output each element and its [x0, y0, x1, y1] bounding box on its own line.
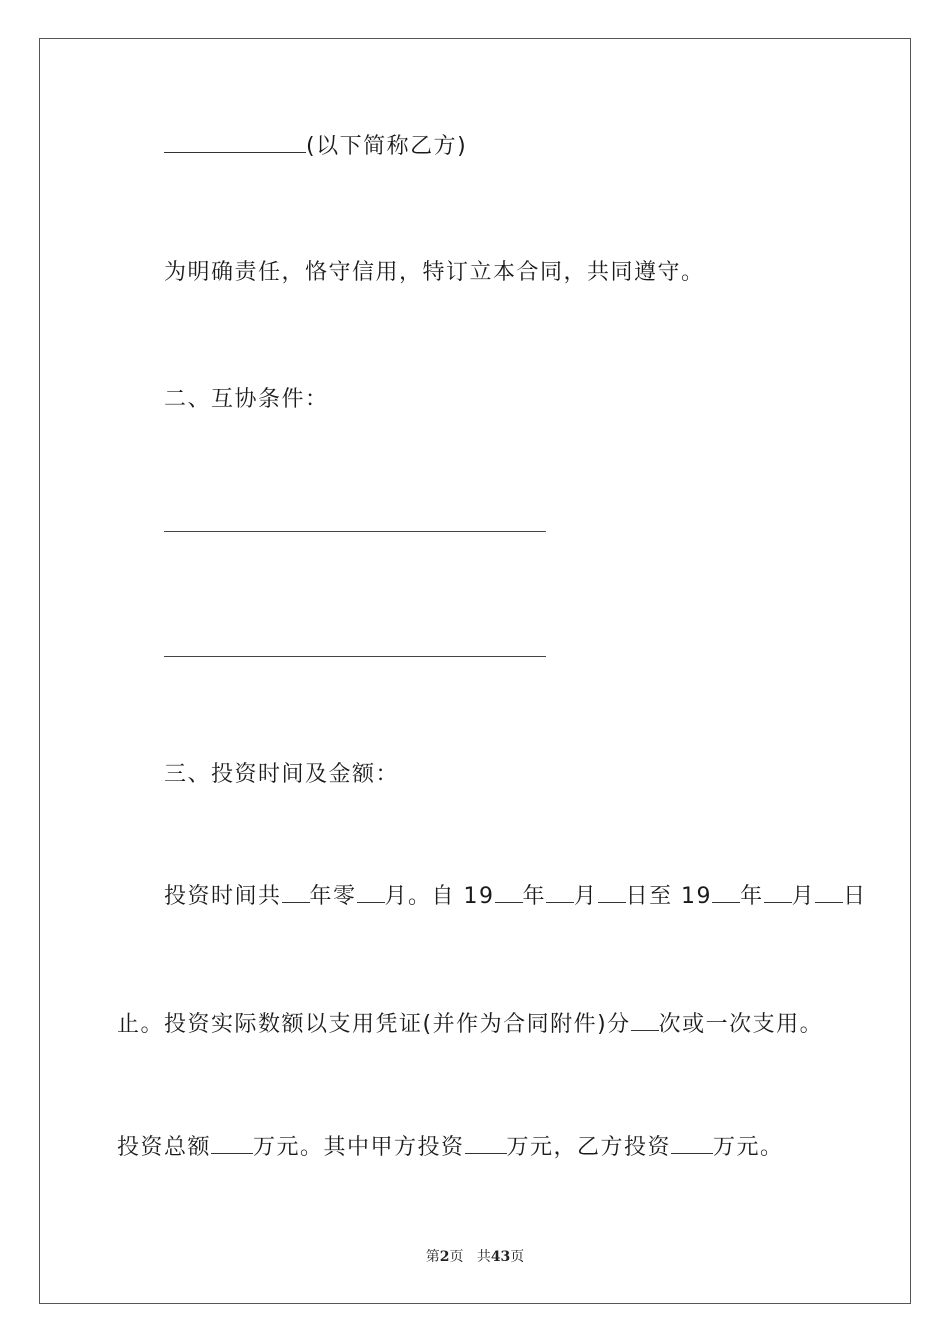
- party-b-line: [164, 132, 467, 162]
- total-amount-blank[interactable]: [211, 1133, 253, 1154]
- end-day-blank[interactable]: [815, 882, 843, 903]
- investment-total-line: [117, 1133, 784, 1163]
- text: 投资时间共: [164, 884, 282, 909]
- total-pages: 43: [490, 1249, 511, 1265]
- text: 万元。: [713, 1135, 784, 1160]
- page-number: 2: [439, 1249, 450, 1265]
- text: 万元，乙方投资: [506, 1135, 672, 1160]
- page-footer: [0, 1246, 950, 1266]
- text: 月: [791, 884, 816, 909]
- text: 第: [425, 1249, 440, 1265]
- party-a-amount-blank[interactable]: [465, 1133, 507, 1154]
- purpose-paragraph: 为明确责任，恪守信用，特订立本合同，共同遵守。: [164, 260, 705, 285]
- installments-blank[interactable]: [631, 1010, 659, 1031]
- section-2-heading: 二、互协条件：: [164, 387, 329, 412]
- months-blank[interactable]: [357, 882, 385, 903]
- section-3-heading: 三、投资时间及金额：: [164, 762, 400, 787]
- start-day-blank[interactable]: [598, 882, 626, 903]
- section-2-blank-line-1[interactable]: [164, 531, 546, 532]
- text: 日: [843, 884, 867, 909]
- text: 共: [476, 1249, 491, 1265]
- end-year-blank[interactable]: [712, 882, 740, 903]
- text: 年: [740, 884, 764, 909]
- text: 止。投资实际数额以支用凭证(并作为合同附件)分: [117, 1012, 631, 1037]
- text: 页: [449, 1249, 464, 1265]
- end-month-blank[interactable]: [764, 882, 792, 903]
- start-year-blank[interactable]: [495, 882, 523, 903]
- text: 年: [522, 884, 547, 909]
- text: 日至 19: [625, 884, 713, 909]
- party-b-blank[interactable]: [164, 132, 306, 153]
- text: 年零: [309, 884, 357, 909]
- investment-period-line: [164, 882, 867, 912]
- investment-usage-line: [117, 1010, 823, 1040]
- party-b-amount-blank[interactable]: [671, 1133, 713, 1154]
- text: 页: [510, 1249, 525, 1265]
- page-border: [39, 38, 911, 1304]
- text: 月。自 19: [384, 884, 495, 909]
- text: 次或一次支用。: [658, 1012, 824, 1037]
- party-b-suffix: (以下简称乙方): [306, 134, 468, 159]
- text: 投资总额: [117, 1135, 212, 1160]
- start-month-blank[interactable]: [546, 882, 574, 903]
- years-blank[interactable]: [282, 882, 310, 903]
- text: 月: [574, 884, 598, 909]
- text: 万元。其中甲方投资: [253, 1135, 465, 1160]
- section-2-blank-line-2[interactable]: [164, 656, 546, 657]
